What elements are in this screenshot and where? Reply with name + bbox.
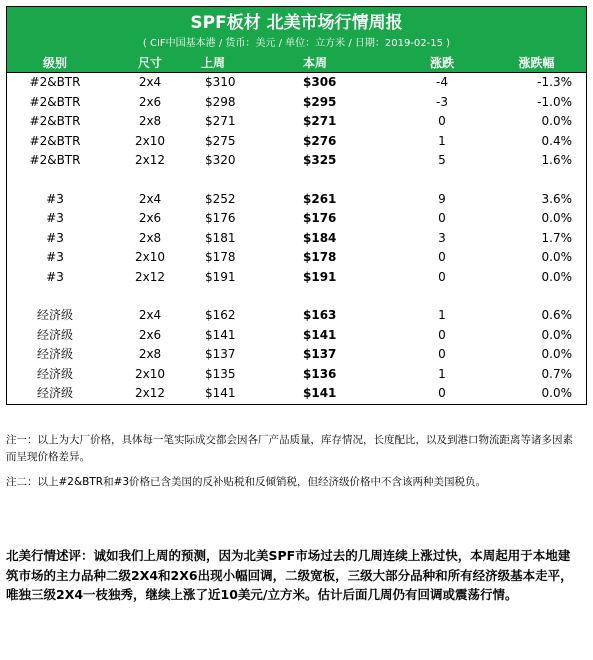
change-cell: 0	[438, 347, 446, 361]
header-size: 尺寸	[137, 56, 162, 70]
last-week-cell: $137	[205, 347, 236, 361]
size-cell: 2x6	[138, 94, 162, 109]
this-week-cell: $141	[303, 386, 337, 400]
last-week-cell: $320	[205, 153, 236, 167]
change-pct-cell: 0.0%	[541, 211, 572, 225]
last-week-cell: $298	[205, 94, 236, 109]
report-subtitle: ( CIF中国基本港 / 货币：美元 / 单位：立方米 / 日期：2019-02-15 )	[142, 38, 451, 49]
this-week-cell: $295	[303, 94, 337, 109]
size-cell: 2x4	[138, 308, 162, 322]
change-pct-cell: 0.6%	[541, 308, 572, 322]
change-pct-cell: 0.0%	[541, 347, 572, 361]
grade-cell: #2&BTR	[29, 94, 81, 109]
this-week-cell: $137	[303, 347, 337, 361]
this-week-cell: $271	[303, 114, 337, 128]
table-header	[6, 54, 587, 73]
size-cell: 2x12	[134, 386, 165, 400]
this-week-cell: $163	[303, 308, 337, 322]
last-week-cell: $275	[205, 133, 236, 148]
grade-cell: 经济级	[36, 327, 73, 342]
change-cell: 0	[438, 269, 446, 284]
last-week-cell: $141	[205, 327, 236, 342]
grade-cell: #2&BTR	[29, 133, 81, 148]
grade-cell: #3	[46, 250, 64, 264]
change-pct-cell: 0.4%	[541, 133, 572, 148]
table-row	[7, 151, 586, 171]
change-pct-cell: 0.0%	[541, 114, 572, 128]
change-pct-cell: 0.0%	[541, 250, 572, 264]
grade-cell: #2&BTR	[29, 153, 81, 167]
this-week-cell: $261	[303, 191, 337, 206]
change-cell: -4	[436, 75, 448, 89]
size-cell: 2x10	[134, 366, 165, 381]
last-week-cell: $310	[205, 75, 236, 89]
size-cell: 2x6	[138, 211, 162, 225]
change-cell: 0	[438, 114, 446, 128]
grade-cell: #2&BTR	[29, 75, 81, 89]
size-cell: 2x10	[134, 133, 165, 148]
header-this-week: 本周	[303, 56, 328, 70]
header-last-week: 上周	[201, 56, 226, 70]
table-row	[7, 229, 586, 249]
table-row	[7, 268, 586, 288]
last-week-cell: $191	[205, 269, 236, 284]
change-cell: 1	[438, 133, 446, 148]
change-cell: 1	[438, 308, 446, 322]
change-pct-cell: -1.0%	[537, 94, 572, 109]
size-cell: 2x8	[138, 347, 162, 361]
header-grade: 级别	[42, 56, 67, 70]
size-cell: 2x8	[138, 230, 162, 245]
grade-cell: 经济级	[36, 366, 73, 381]
change-pct-cell: 1.7%	[541, 230, 572, 245]
grade-cell: #2&BTR	[29, 114, 81, 128]
last-week-cell: $135	[205, 366, 236, 381]
change-cell: 0	[438, 250, 446, 264]
last-week-cell: $252	[205, 191, 236, 206]
group-spacer	[7, 171, 586, 190]
size-cell: 2x4	[138, 191, 162, 206]
this-week-cell: $178	[303, 250, 337, 264]
change-cell: -3	[436, 94, 448, 109]
table-row	[7, 209, 586, 229]
change-pct-cell: 0.7%	[541, 366, 572, 381]
report-header	[6, 6, 587, 54]
group-spacer	[7, 287, 586, 306]
change-cell: 1	[438, 366, 446, 381]
table-row	[7, 132, 586, 152]
note-1: 注一：以上为大厂价格，具体每一笔实际成交都会因各厂产品质量，库存情况，长度配比，以及到港口物流距离等诸多因素而呈现价格差异。	[6, 434, 573, 463]
grade-cell: 经济级	[36, 308, 73, 322]
table-row	[7, 306, 586, 326]
last-week-cell: $181	[205, 230, 236, 245]
this-week-cell: $306	[303, 75, 337, 89]
this-week-cell: $184	[303, 230, 337, 245]
size-cell: 2x8	[138, 114, 162, 128]
this-week-cell: $276	[303, 133, 337, 148]
change-cell: 0	[438, 386, 446, 400]
last-week-cell: $176	[205, 211, 236, 225]
change-pct-cell: 0.0%	[541, 386, 572, 400]
change-cell: 5	[438, 153, 446, 167]
change-pct-cell: 3.6%	[541, 191, 572, 206]
this-week-cell: $325	[303, 153, 337, 167]
table-row	[7, 190, 586, 210]
table-row	[7, 93, 586, 113]
table-row	[7, 384, 586, 404]
change-cell: 9	[438, 191, 446, 206]
change-pct-cell: 0.0%	[541, 327, 572, 342]
grade-cell: 经济级	[36, 386, 73, 400]
change-cell: 3	[438, 230, 446, 245]
grade-cell: 经济级	[36, 347, 73, 361]
report-title: SPF板材 北美市场行情周报	[190, 13, 403, 33]
change-pct-cell: 0.0%	[541, 269, 572, 284]
this-week-cell: $191	[303, 269, 337, 284]
last-week-cell: $141	[205, 386, 236, 400]
grade-cell: #3	[46, 230, 64, 245]
price-report	[6, 6, 587, 405]
note-2: 注二：以上#2&BTR和#3价格已含美国的反补贴税和反倾销税，但经济级价格中不含该两种美国税负。	[6, 476, 487, 488]
market-commentary: 北美行情述评：诚如我们上周的预测，因为北美SPF市场过去的几周连续上涨过快，本周起用于本地建筑市场的主力品种二级2X4和2X6出现小幅回调，二级宽板，三级大部分品种和所有经济级基本走平，唯独三级2X4一枝独秀，继续上涨了近10美元/立方米。估计后面几周仍有回调或震荡行情。	[6, 548, 573, 602]
size-cell: 2x6	[138, 327, 162, 342]
change-pct-cell: 1.6%	[541, 153, 572, 167]
size-cell: 2x12	[134, 269, 165, 284]
table-row	[7, 326, 586, 346]
table-row	[7, 345, 586, 365]
table-row	[7, 73, 586, 93]
table-row	[7, 112, 586, 132]
header-change: 涨跌	[429, 56, 454, 70]
change-cell: 0	[438, 211, 446, 225]
size-cell: 2x12	[134, 153, 165, 167]
header-change-pct: 涨跌幅	[518, 56, 555, 70]
this-week-cell: $141	[303, 327, 337, 342]
table-body	[6, 73, 587, 405]
table-row	[7, 365, 586, 385]
last-week-cell: $162	[205, 308, 236, 322]
change-pct-cell: -1.3%	[537, 75, 572, 89]
last-week-cell: $271	[205, 114, 236, 128]
size-cell: 2x4	[138, 75, 162, 89]
this-week-cell: $176	[303, 211, 337, 225]
last-week-cell: $178	[205, 250, 236, 264]
grade-cell: #3	[46, 211, 64, 225]
table-row	[7, 248, 586, 268]
this-week-cell: $136	[303, 366, 337, 381]
grade-cell: #3	[46, 191, 64, 206]
change-cell: 0	[438, 327, 446, 342]
grade-cell: #3	[46, 269, 64, 284]
size-cell: 2x10	[134, 250, 165, 264]
